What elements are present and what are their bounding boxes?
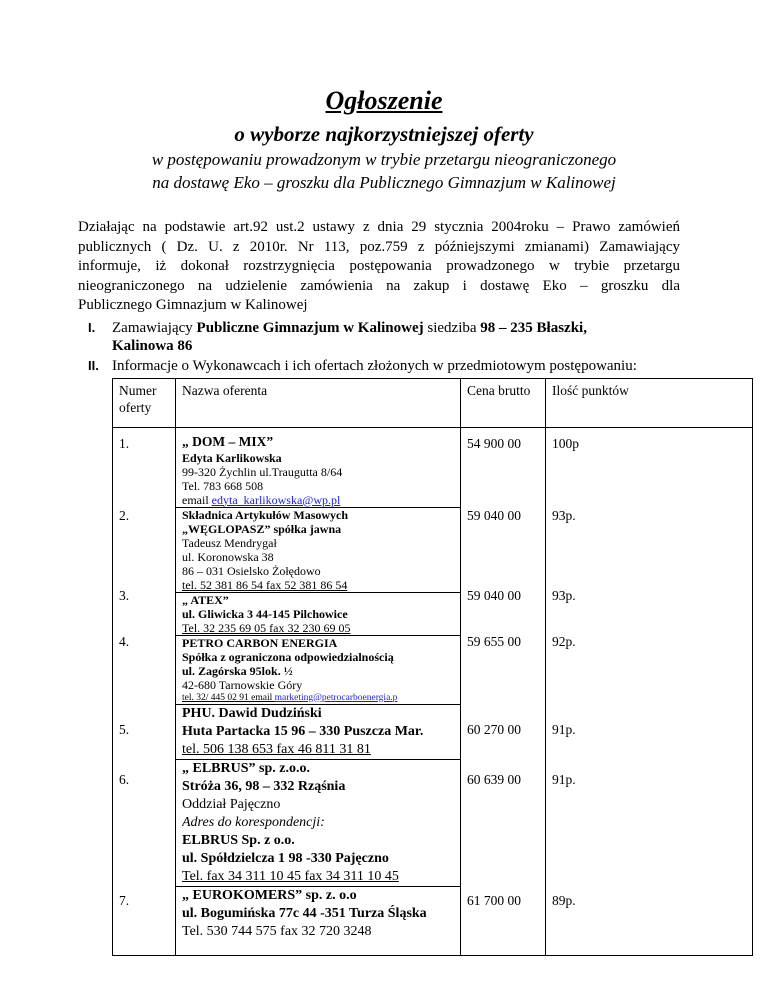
offer-6-phone: Tel. fax 34 311 10 45 fax 34 311 10 45 xyxy=(182,868,399,884)
table-row xyxy=(113,428,753,956)
offer-1-details xyxy=(176,428,460,507)
offer-4-phone: tel. 32/ 445 02 91 email xyxy=(182,692,275,703)
offer-number: 7. xyxy=(119,893,130,908)
offer-5-phone: tel. 506 138 653 fax 46 811 31 81 xyxy=(182,741,371,757)
point-2-number: II. xyxy=(88,358,99,373)
offer-number: 6. xyxy=(119,772,130,787)
header-name: Nazwa oferenta xyxy=(176,379,461,428)
point-2-text: Informacje o Wykonawcach i ich ofertach złożonych w przedmiotowym postępowaniu: xyxy=(112,358,637,374)
offer-4-city: 42-680 Tarnowskie Góry xyxy=(182,677,303,692)
offer-numbers-cell xyxy=(113,428,176,956)
intro-line: Działając na podstawie art.92 ust.2 ustawy z dnia 29 stycznia 2004roku – Prawo zamówień xyxy=(78,219,680,235)
offer-1-email-line xyxy=(182,493,454,507)
subtitle-line-2: na dostawę Eko – groszku dla Publicznego Gimnazjum w Kalinowej xyxy=(152,173,616,192)
offer-points: 89p. xyxy=(552,893,576,908)
offer-2-phone: tel. 52 381 86 54 fax 52 381 86 54 xyxy=(182,577,348,592)
offer-points-cell xyxy=(546,428,753,956)
point-1-text-seat: siedziba xyxy=(423,320,481,336)
header-points: Ilość punktów xyxy=(546,379,753,428)
offer-4-street: ul. Zagórska 95lok. ½ xyxy=(182,663,293,678)
offer-4-email-link[interactable]: marketing@petrocarboenergia.p xyxy=(274,692,398,703)
header-price: Cena brutto xyxy=(461,379,546,428)
intro-line: nieograniczonego na udzielenie zamówienia na zakup i dostawę Eko – groszku dla xyxy=(78,277,680,294)
offer-points: 100p xyxy=(552,436,579,451)
point-1-organization: Publiczne Gimnazjum w Kalinowej xyxy=(196,320,424,336)
offer-5-name: PHU. Dawid Dudziński xyxy=(182,705,322,721)
offer-2-details xyxy=(176,508,460,592)
offer-number: 1. xyxy=(119,436,130,451)
offer-1-name: „ DOM – MIX” xyxy=(182,434,274,449)
offer-4-name: PETRO CARBON ENERGIA xyxy=(182,635,338,650)
offer-6-branch: Oddział Pajęczno xyxy=(182,796,281,812)
offer-number: 5. xyxy=(119,722,130,737)
intro-line: publicznych ( Dz. U. z 2010r. Nr 113, poz.759 z późniejszymi zmianami) Zamawiający xyxy=(78,238,680,255)
offer-6-address: Stróża 36, 98 – 332 Rząśnia xyxy=(182,778,346,794)
offer-1-email-label: email xyxy=(182,492,212,507)
table-header-row xyxy=(113,379,753,428)
offer-7-address: ul. Bogumińska 77c 44 -351 Turza Śląska xyxy=(182,905,427,921)
offer-price: 59 655 00 xyxy=(467,634,521,649)
page-title: Ogłoszenie xyxy=(325,86,443,115)
offer-3-phone: Tel. 32 235 69 05 fax 32 230 69 05 xyxy=(182,620,351,635)
offer-4-company: Spółka z ograniczona odpowiedzialnością xyxy=(182,649,394,664)
page-subtitle: o wyborze najkorzystniejszej oferty xyxy=(234,122,534,146)
offer-5-details xyxy=(176,705,460,759)
offer-price: 59 040 00 xyxy=(467,588,521,603)
header-number: Numer oferty xyxy=(113,379,176,428)
intro-paragraph xyxy=(78,218,680,316)
subtitle-line-1: w postępowaniu prowadzonym w trybie przetargu nieograniczonego xyxy=(151,150,617,169)
offer-2-company: „WĘGLOPASZ” spółka jawna xyxy=(182,521,342,536)
offer-price: 59 040 00 xyxy=(467,508,521,523)
offer-points: 93p. xyxy=(552,508,576,523)
offer-number: 4. xyxy=(119,634,130,649)
offer-1-email-link[interactable]: edyta_karlikowska@wp.pl xyxy=(211,492,341,507)
offer-price: 54 900 00 xyxy=(467,436,521,451)
offer-price: 61 700 00 xyxy=(467,893,521,908)
offer-1-phone: Tel. 783 668 508 xyxy=(182,478,264,493)
point-1-address: 98 – 235 Błaszki, xyxy=(480,320,587,336)
offer-2-name: Składnica Artykułów Masowych xyxy=(182,507,349,522)
offer-points: 91p. xyxy=(552,722,576,737)
offer-points: 93p. xyxy=(552,588,576,603)
offer-1-person: Edyta Karlikowska xyxy=(182,450,282,465)
point-1-address-line2: Kalinowa 86 xyxy=(112,338,193,354)
offers-table xyxy=(112,378,753,956)
point-2 xyxy=(88,356,637,377)
offer-1-address: 99-320 Żychlin ul.Traugutta 8/64 xyxy=(182,464,343,479)
point-1-number: I. xyxy=(88,320,96,335)
offer-points: 92p. xyxy=(552,634,576,649)
offer-6-company: ELBRUS Sp. z o.o. xyxy=(182,832,295,848)
offer-6-street: ul. Spółdzielcza 1 98 -330 Pajęczno xyxy=(182,850,389,866)
offer-points: 91p. xyxy=(552,772,576,787)
intro-line: Publicznego Gimnazjum w Kalinowej xyxy=(78,297,308,313)
offerer-names-cell xyxy=(176,428,461,956)
offer-7-name: „ EUROKOMERS” sp. z. o.o xyxy=(182,887,357,903)
offer-number: 2. xyxy=(119,508,130,523)
offer-3-name: „ ATEX” xyxy=(182,592,229,607)
point-1-text: Zamawiający xyxy=(112,320,197,336)
offer-price: 60 270 00 xyxy=(467,722,521,737)
offer-3-details xyxy=(176,593,460,635)
offer-7-phone: Tel. 530 744 575 fax 32 720 3248 xyxy=(182,923,372,939)
point-1 xyxy=(88,318,587,339)
offer-2-person: Tadeusz Mendrygał xyxy=(182,535,277,550)
offer-price: 60 639 00 xyxy=(467,772,521,787)
offer-prices-cell xyxy=(461,428,546,956)
offer-7-details xyxy=(176,887,460,955)
offer-2-city: 86 – 031 Osielsko Żołędowo xyxy=(182,563,321,578)
offer-5-address: Huta Partacka 15 96 – 330 Puszcza Mar. xyxy=(182,723,424,739)
offer-4-contact-line xyxy=(182,692,454,704)
offer-6-details xyxy=(176,760,460,886)
offer-4-details xyxy=(176,636,460,704)
intro-line: informuje, iż dokonał rozstrzygnięcia postępowania prowadzonego w trybie przetargu xyxy=(78,258,680,274)
offer-3-address: ul. Gliwicka 3 44-145 Pilchowice xyxy=(182,606,348,621)
offer-2-street: ul. Koronowska 38 xyxy=(182,549,274,564)
offer-6-name: „ ELBRUS” sp. z.o.o. xyxy=(182,760,310,776)
offer-6-correspondence-label: Adres do korespondencji: xyxy=(182,814,325,830)
offer-number: 3. xyxy=(119,588,130,603)
